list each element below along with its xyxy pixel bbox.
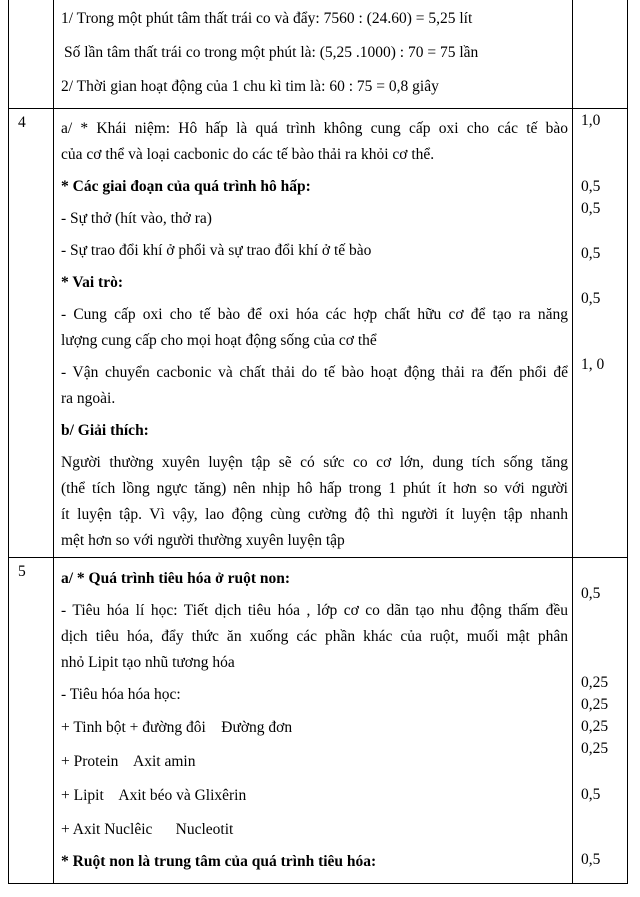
q5-score-center: 0,5 — [581, 851, 601, 868]
q3-line-2: Số lần tâm thất trái co trong một phút là: (5,25 .1000) : 70 = 75 lần — [64, 44, 479, 61]
table-column-divider-content — [53, 0, 54, 884]
row-divider-q4 — [8, 108, 628, 109]
table-column-divider-score — [572, 0, 573, 884]
q4-score-stage-1: 0,5 — [581, 200, 601, 217]
q4-role-1-line-2: lượng cung cấp cho mọi hoạt động sống của cơ thể — [61, 332, 377, 349]
q5-chemical-heading: - Tiêu hóa hóa học: — [61, 686, 181, 703]
q4-explain-line-2: (thể tích lồng ngực tăng) nên nhịp hô hấp trong 1 phút ít hơn so với người — [61, 480, 568, 497]
q5-chemical-protein: + Protein Axit amin — [61, 753, 196, 770]
table-border-right — [627, 0, 628, 884]
q4-stage-1: - Sự thở (hít vào, thở ra) — [61, 210, 212, 227]
q4-role-2-line-1: - Vận chuyển cacbonic và chất thải do tế bào hoạt động thải ra đến phổi để — [61, 364, 568, 381]
q5-chemical-lipid: + Lipit Axit béo và Glixêrin — [61, 787, 247, 804]
q4-role-heading: * Vai trò: — [61, 274, 123, 291]
q5-score-chem-2: 0,25 — [581, 696, 609, 713]
q4-score-role-1: 0,5 — [581, 290, 601, 307]
q4-score-stage-2: 0,5 — [581, 245, 601, 262]
q5-chemical-nucleic: + Axit Nuclêic Nucleotit — [61, 821, 234, 838]
q5-score-chem-1: 0,25 — [581, 674, 609, 691]
q4-score-role-2: 1, 0 — [581, 356, 605, 373]
table-border-bottom — [8, 883, 628, 884]
q4-concept-term: Khái niệm — [96, 120, 166, 137]
q4-stages-heading: * Các giai đoạn của quá trình hô hấp: — [61, 178, 311, 195]
q4-role-2-line-2: ra ngoài. — [61, 390, 116, 407]
row-divider-q5 — [8, 557, 628, 558]
q4-concept-line-2: của cơ thể và loại cacbonic do các tế bào thải ra khỏi cơ thể. — [61, 146, 435, 163]
q4-role-1-line-1: - Cung cấp oxi cho tế bào để oxi hóa các hợp chất hữu cơ để tạo ra năng — [61, 306, 568, 323]
q4-concept-definition: : Hô hấp là quá trình không cung cấp oxi cho các tế bào — [165, 120, 569, 137]
q4-explain-heading: b/ Giải thích: — [61, 422, 149, 439]
q4-concept-line-1 — [61, 119, 568, 139]
q4-score-concept: 1,0 — [581, 112, 601, 129]
q5-score-chem-3: 0,25 — [581, 718, 609, 735]
q5-heading: a/ * Quá trình tiêu hóa ở ruột non: — [61, 570, 291, 587]
q4-stage-2: - Sự trao đổi khí ở phổi và sự trao đổi khí ở tế bào — [61, 242, 372, 259]
table-border-left — [8, 0, 9, 884]
q5-score-physical: 0,5 — [581, 585, 601, 602]
q5-physical-line-3: nhỏ Lipit tạo nhũ tương hóa — [61, 654, 235, 671]
q3-line-1: 1/ Trong một phút tâm thất trái co và đẩy: 7560 : (24.60) = 5,25 lít — [61, 10, 473, 27]
q5-score-lipid: 0,5 — [581, 786, 601, 803]
q4-score-stages-heading: 0,5 — [581, 178, 601, 195]
q5-number: 5 — [18, 563, 26, 580]
q4-concept-prefix: a/ * — [61, 120, 97, 137]
q4-number: 4 — [18, 114, 26, 131]
q5-center-heading: * Ruột non là trung tâm của quá trình tiêu hóa: — [61, 853, 377, 870]
q4-explain-line-1: Người thường xuyên luyện tập sẽ có sức co cơ lớn, dung tích sống tăng — [61, 454, 568, 471]
q5-score-chem-4: 0,25 — [581, 740, 609, 757]
q4-explain-line-4: mệt hơn so với người thường xuyên luyện tập — [61, 532, 345, 549]
q5-chemical-starch: + Tinh bột + đường đôi Đường đơn — [61, 719, 293, 736]
q5-physical-line-2: dịch tiêu hóa, đẩy thức ăn xuống các phần khác của ruột, muối mật phân — [61, 628, 568, 645]
q3-line-3: 2/ Thời gian hoạt động của 1 chu kì tim là: 60 : 75 = 0,8 giây — [61, 78, 439, 95]
q5-physical-line-1: - Tiêu hóa lí học: Tiết dịch tiêu hóa , lớp cơ co dãn tạo nhu động thấm đều — [61, 602, 568, 619]
q4-explain-line-3: ít luyện tập. Vì vậy, lao động cùng cường độ thì người ít luyện tập nhanh — [61, 506, 568, 523]
